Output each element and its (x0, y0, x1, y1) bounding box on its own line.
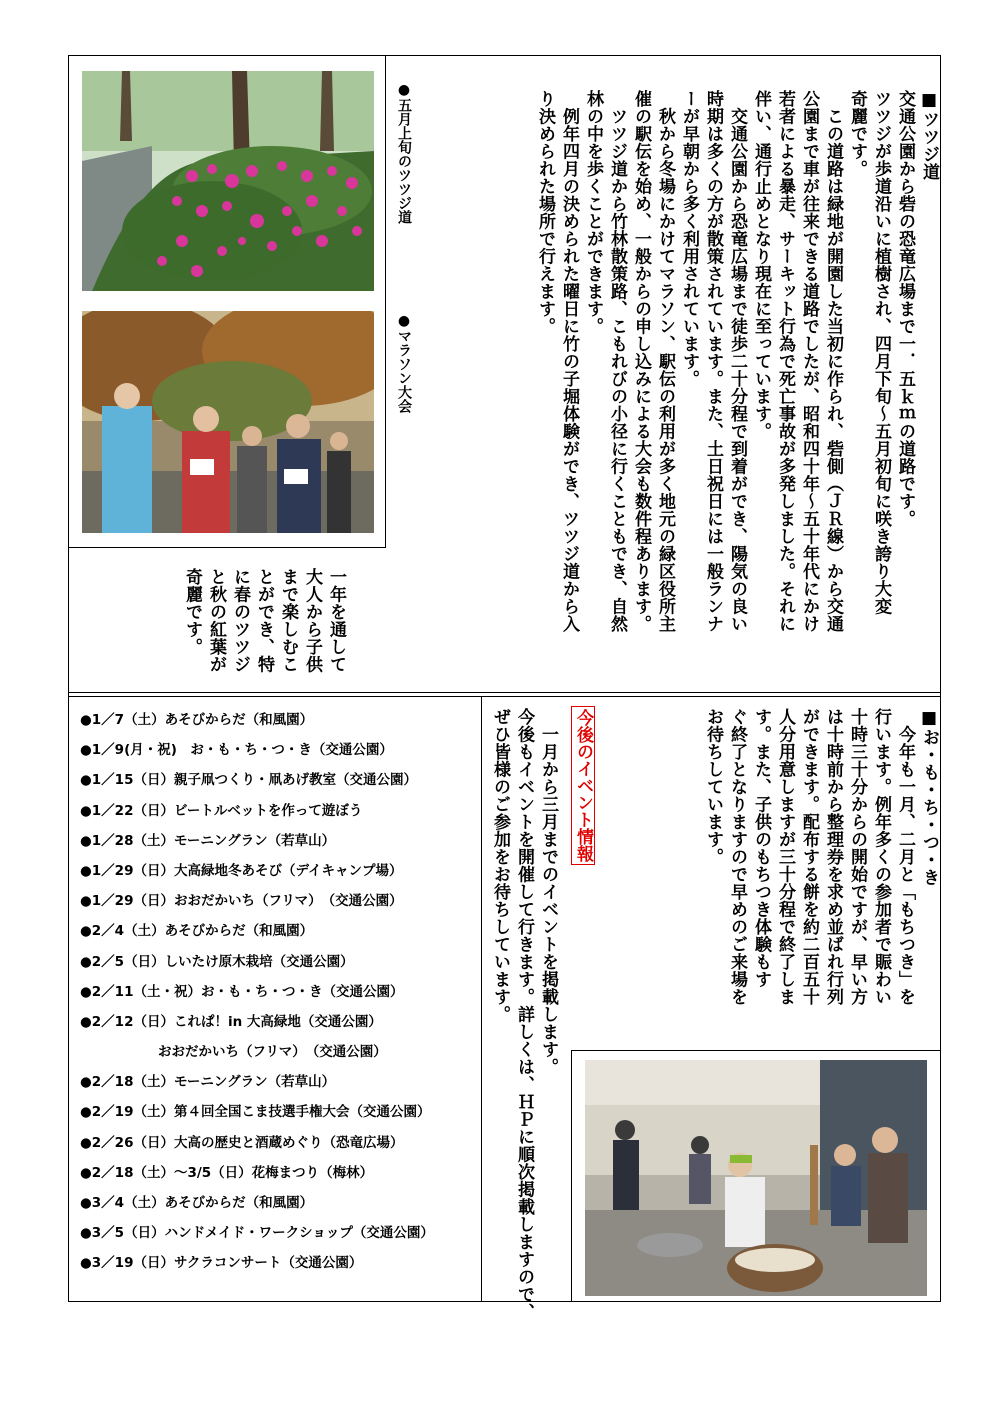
article-line: 一月から三月までのイベントを掲載します。 (538, 708, 558, 1076)
article-line: お待ちしています。 (703, 708, 723, 866)
event-item: ●1／29（日）大高緑地冬あそび（デイキャンプ場） (80, 862, 403, 879)
article-line: 林の中を歩くことができます。 (583, 90, 603, 335)
article-line: 大人から子供 (302, 568, 322, 673)
event-item: ●2／18（土）～3/5（日）花梅まつり（梅林） (80, 1164, 374, 1181)
event-item: ●1／28（土）モーニングラン（若草山） (80, 832, 336, 849)
event-item: ●2／12（日）これぱ！in 大高緑地（交通公園） (80, 1013, 382, 1030)
column-divider (481, 696, 482, 1302)
article-line: 十時三十分からの開始ですが、早い方 (847, 708, 867, 1006)
event-item: ●1／15（日）親子凧つくり・凧あげ教室（交通公園） (80, 772, 417, 789)
article-line: 行います。例年多くの参加者で賑わい (871, 708, 891, 1006)
section-heading: ■ツツジ道 (919, 90, 939, 181)
tsutsuji-photo (82, 71, 374, 291)
article-line: 公園まで車が往来できる道路でしたが、昭和四十年～五十年代にかけ (799, 90, 819, 633)
article-line: 今後もイベントを開催して行きます。詳しくは、ＨＰに順次掲載しますので、 (514, 708, 534, 1321)
article-line: 例年四月の決められた曜日に竹の子堀体験ができ、ツツジ道から入 (559, 90, 579, 633)
article-line: は十時前から整理券を求め並ばれ行列 (823, 708, 843, 1006)
event-item: ●1／7（土）あそびからだ（和風園） (80, 712, 314, 728)
mochi-article (701, 708, 941, 1038)
photo-caption: ●マラソン大会 (396, 313, 412, 413)
event-list (80, 705, 480, 1279)
article-line: 若者による暴走、サーキット行為で死亡事故が多発しました。それに (775, 90, 795, 633)
tsutsuji-side-text (180, 568, 348, 698)
tsutsuji-article (533, 90, 941, 710)
article-line: 人分用意しますが三十分程で終了しま (775, 708, 795, 1006)
article-line: と秋の紅葉が (206, 568, 226, 673)
article-line: 伴い、通行止めとなり現在に至っています。 (751, 90, 771, 440)
event-item: ●3／5（日）ハンドメイド・ワークショップ（交通公園） (80, 1225, 434, 1242)
event-item: ●1／9(月・祝) お・も・ち・つ・き（交通公園） (80, 742, 393, 759)
event-info-heading: 今後のイベント情報 (571, 706, 595, 865)
event-info-text (488, 708, 560, 1321)
event-item: ●2／4（土）あそびからだ（和風園） (80, 923, 314, 940)
event-item: ●2／26（日）大高の歴史と酒蔵めぐり（恐竜広場） (80, 1134, 404, 1151)
article-line: 奇麗です。 (847, 90, 867, 178)
article-line: ぐ終了となりますので早めのご来場を (727, 708, 747, 1006)
article-line: ができます。配布する餅を約二百五十 (799, 708, 819, 1006)
article-line: まで楽しむこ (278, 568, 298, 673)
event-item: ●1／22（日）ビートルベットを作って遊ぼう (80, 802, 363, 819)
article-line: 秋から冬場にかけてマラソン、駅伝の利用が多く地元の緑区役所主 (655, 90, 675, 633)
article-line: 催の駅伝を始め、一般からの申し込みによる大会も数件程あります。 (631, 90, 651, 633)
article-line: す。また、子供のもちつき体験もす (751, 708, 771, 988)
event-item: ●3／4（土）あそびからだ（和風園） (80, 1195, 314, 1211)
article-line: 今年も一月、二月と「もちつき」を (895, 708, 915, 1006)
article-line: 奇麗です。 (182, 568, 202, 656)
article-line: ーが早朝から多く利用されています。 (679, 90, 699, 388)
event-item: ●2／18（土）モーニングラン（若草山） (80, 1074, 336, 1091)
mochi-photo (585, 1060, 927, 1296)
article-line: 一年を通して (326, 568, 346, 673)
article-line: 交通公園から恐竜広場まで徒歩二十分程で到着ができ、陽気の良い (727, 90, 747, 633)
section-heading: ■お・も・ち・つ・き (919, 708, 939, 886)
event-item: ●2／19（土）第４回全国こま技選手権大会（交通公園） (80, 1104, 431, 1121)
article-line: 時期は多くの方が散策されています。また、土日祝日には一般ランナ (703, 90, 723, 633)
photo-caption: ●五月上旬のツツジ道 (396, 82, 412, 224)
article-line: この道路は緑地が開園した当初に作られ、砦側（ＪＲ線）から交通 (823, 90, 843, 633)
article-line: ツツジ道から竹林散策路、こもれびの小径に行くこともでき、自然 (607, 90, 627, 633)
event-item: おおだかいち（フリマ） （交通公園） (158, 1044, 387, 1061)
marathon-photo (82, 311, 374, 533)
article-line: とができ、特 (254, 568, 274, 673)
article-line: 交通公園から砦の恐竜広場まで一．五ｋｍの道路です。 (895, 90, 915, 528)
event-item: ●3／19（日）サクラコンサート（交通公園） (80, 1255, 363, 1272)
event-item: ●2／11（土・祝）お・も・ち・つ・き（交通公園） (80, 983, 404, 1000)
article-line: ツツジが歩道沿いに植樹され、四月下旬～五月初旬に咲き誇り大変 (871, 90, 891, 615)
event-item: ●1／29（日）おおだかいち（フリマ） （交通公園） (80, 893, 403, 910)
article-line: り決められた場所で行えます。 (535, 90, 555, 335)
article-line: ぜひ皆様のご参加をお待ちしています。 (490, 708, 510, 1023)
event-item: ●2／5（日）しいたけ原木栽培（交通公園） (80, 953, 354, 970)
article-line: に春のツツジ (230, 568, 250, 673)
